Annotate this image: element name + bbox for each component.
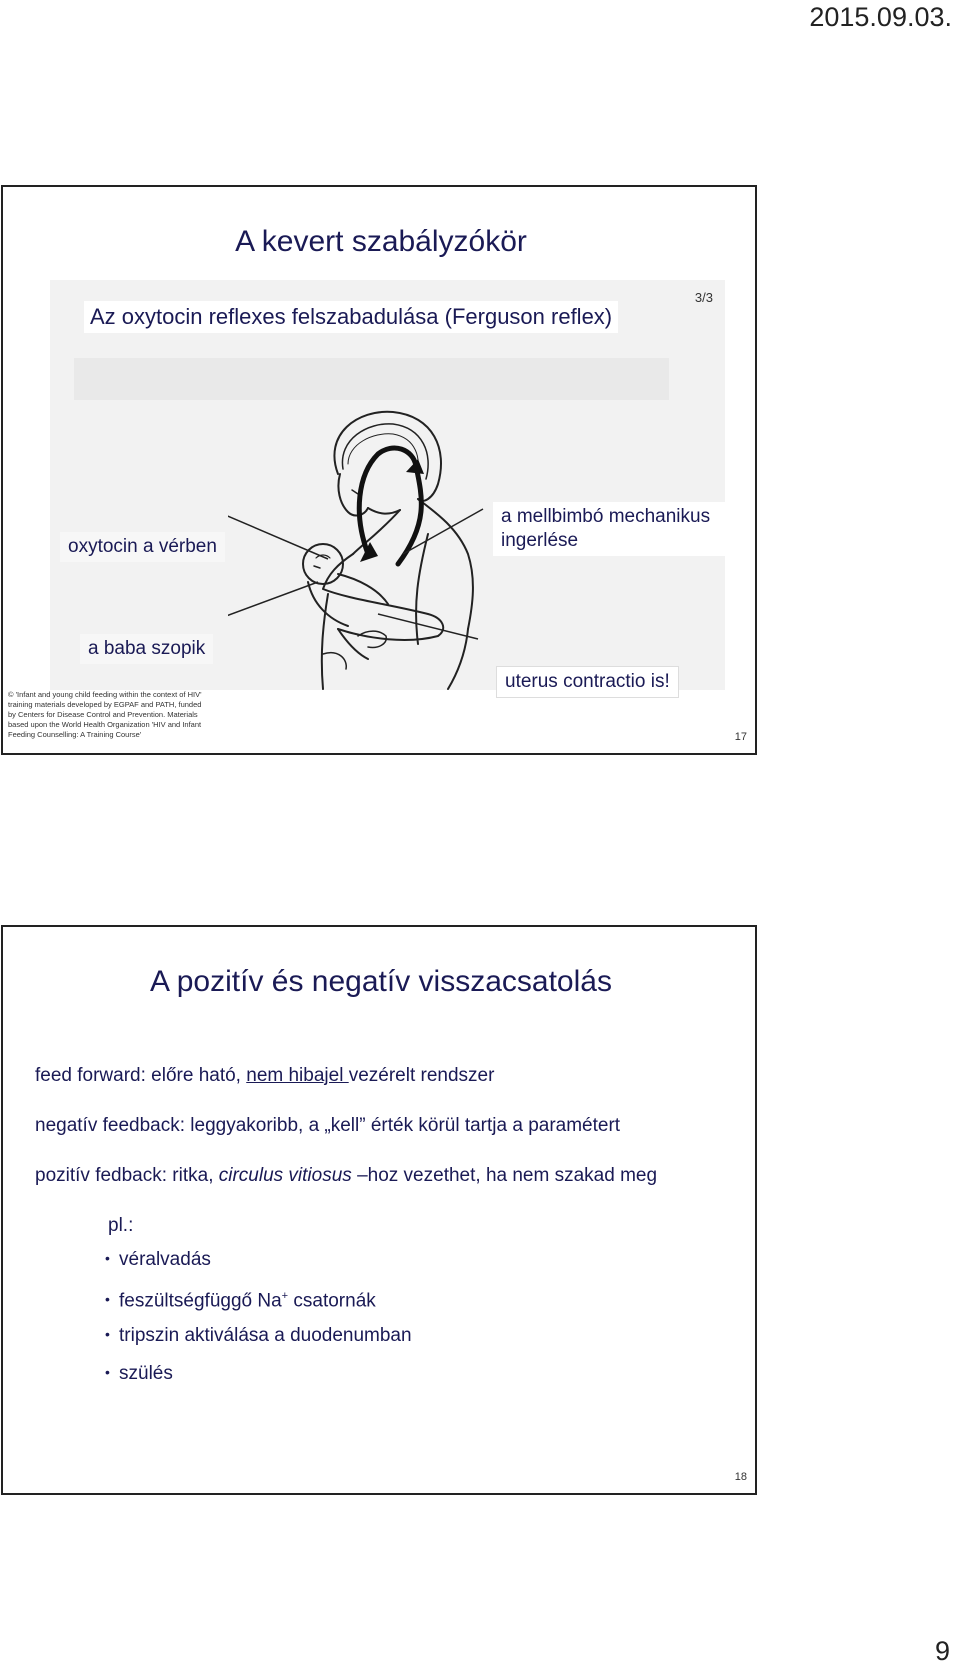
positive-feedback-line — [35, 1165, 657, 1187]
negative-feedback-line: negatív feedback: leggyakoribb, a „kell” érték körül tartja a paramétert — [35, 1115, 621, 1136]
line-prefix: pozitív fedback: ritka, — [35, 1165, 219, 1186]
slide-number: 17 — [734, 731, 747, 743]
label-uterus-contraction: uterus contractio is! — [496, 666, 679, 698]
part-indicator: 3/3 — [694, 290, 713, 305]
bullet-icon: • — [105, 1364, 110, 1380]
label-oxytocin: oxytocin a vérben — [60, 532, 225, 562]
line-prefix: feed forward: előre ható, — [35, 1065, 247, 1086]
bullet-icon: • — [105, 1291, 110, 1308]
bullet-icon: • — [105, 1250, 110, 1266]
slide-number: 18 — [734, 1471, 747, 1483]
slide-subtitle: Az oxytocin reflexes felszabadulása (Ferguson reflex) — [84, 301, 618, 333]
list-item: • tripszin aktiválása a duodenumban — [105, 1321, 412, 1359]
label-nipple-stimulation: a mellbimbó mechanikus ingerlése — [493, 502, 729, 556]
examples-list — [105, 1245, 412, 1397]
grey-bar — [74, 358, 669, 400]
label-baby-suckling: a baba szopik — [80, 634, 213, 664]
list-item: • szülés — [105, 1359, 412, 1397]
slide-17 — [1, 185, 757, 755]
list-item: • feszültségfüggő Na+ csatornák — [105, 1283, 412, 1321]
underlined-text: nem hibajel — [246, 1065, 349, 1086]
slide-18 — [1, 925, 757, 1495]
page-number: 9 — [934, 1636, 950, 1666]
slide-title: A pozitív és negatív visszacsatolás — [150, 965, 612, 998]
feed-forward-line — [35, 1065, 494, 1087]
image-credit: © 'Infant and young child feeding within the context of HIV' training materials developed by EGPAF and PATH, funded by Centers for Disease Control and Prevention. Materials based upon the World Health Organization 'HIV and Infant Feeding Counselling: A Training Course' — [8, 690, 202, 739]
header-date: 2015.09.03. — [809, 2, 952, 32]
list-item: • véralvadás — [105, 1245, 412, 1283]
line-suffix: –hoz vezethet, ha nem szakad meg — [351, 1165, 658, 1186]
slide-title: A kevert szabályzókör — [235, 225, 527, 258]
italic-text: circulus vitiosus — [218, 1165, 352, 1186]
bullet-icon: • — [105, 1326, 110, 1342]
superscript: + — [281, 1290, 289, 1302]
breastfeeding-illustration — [228, 404, 518, 694]
examples-label: pl.: — [108, 1215, 134, 1236]
line-suffix: vezérelt rendszer — [348, 1065, 495, 1086]
